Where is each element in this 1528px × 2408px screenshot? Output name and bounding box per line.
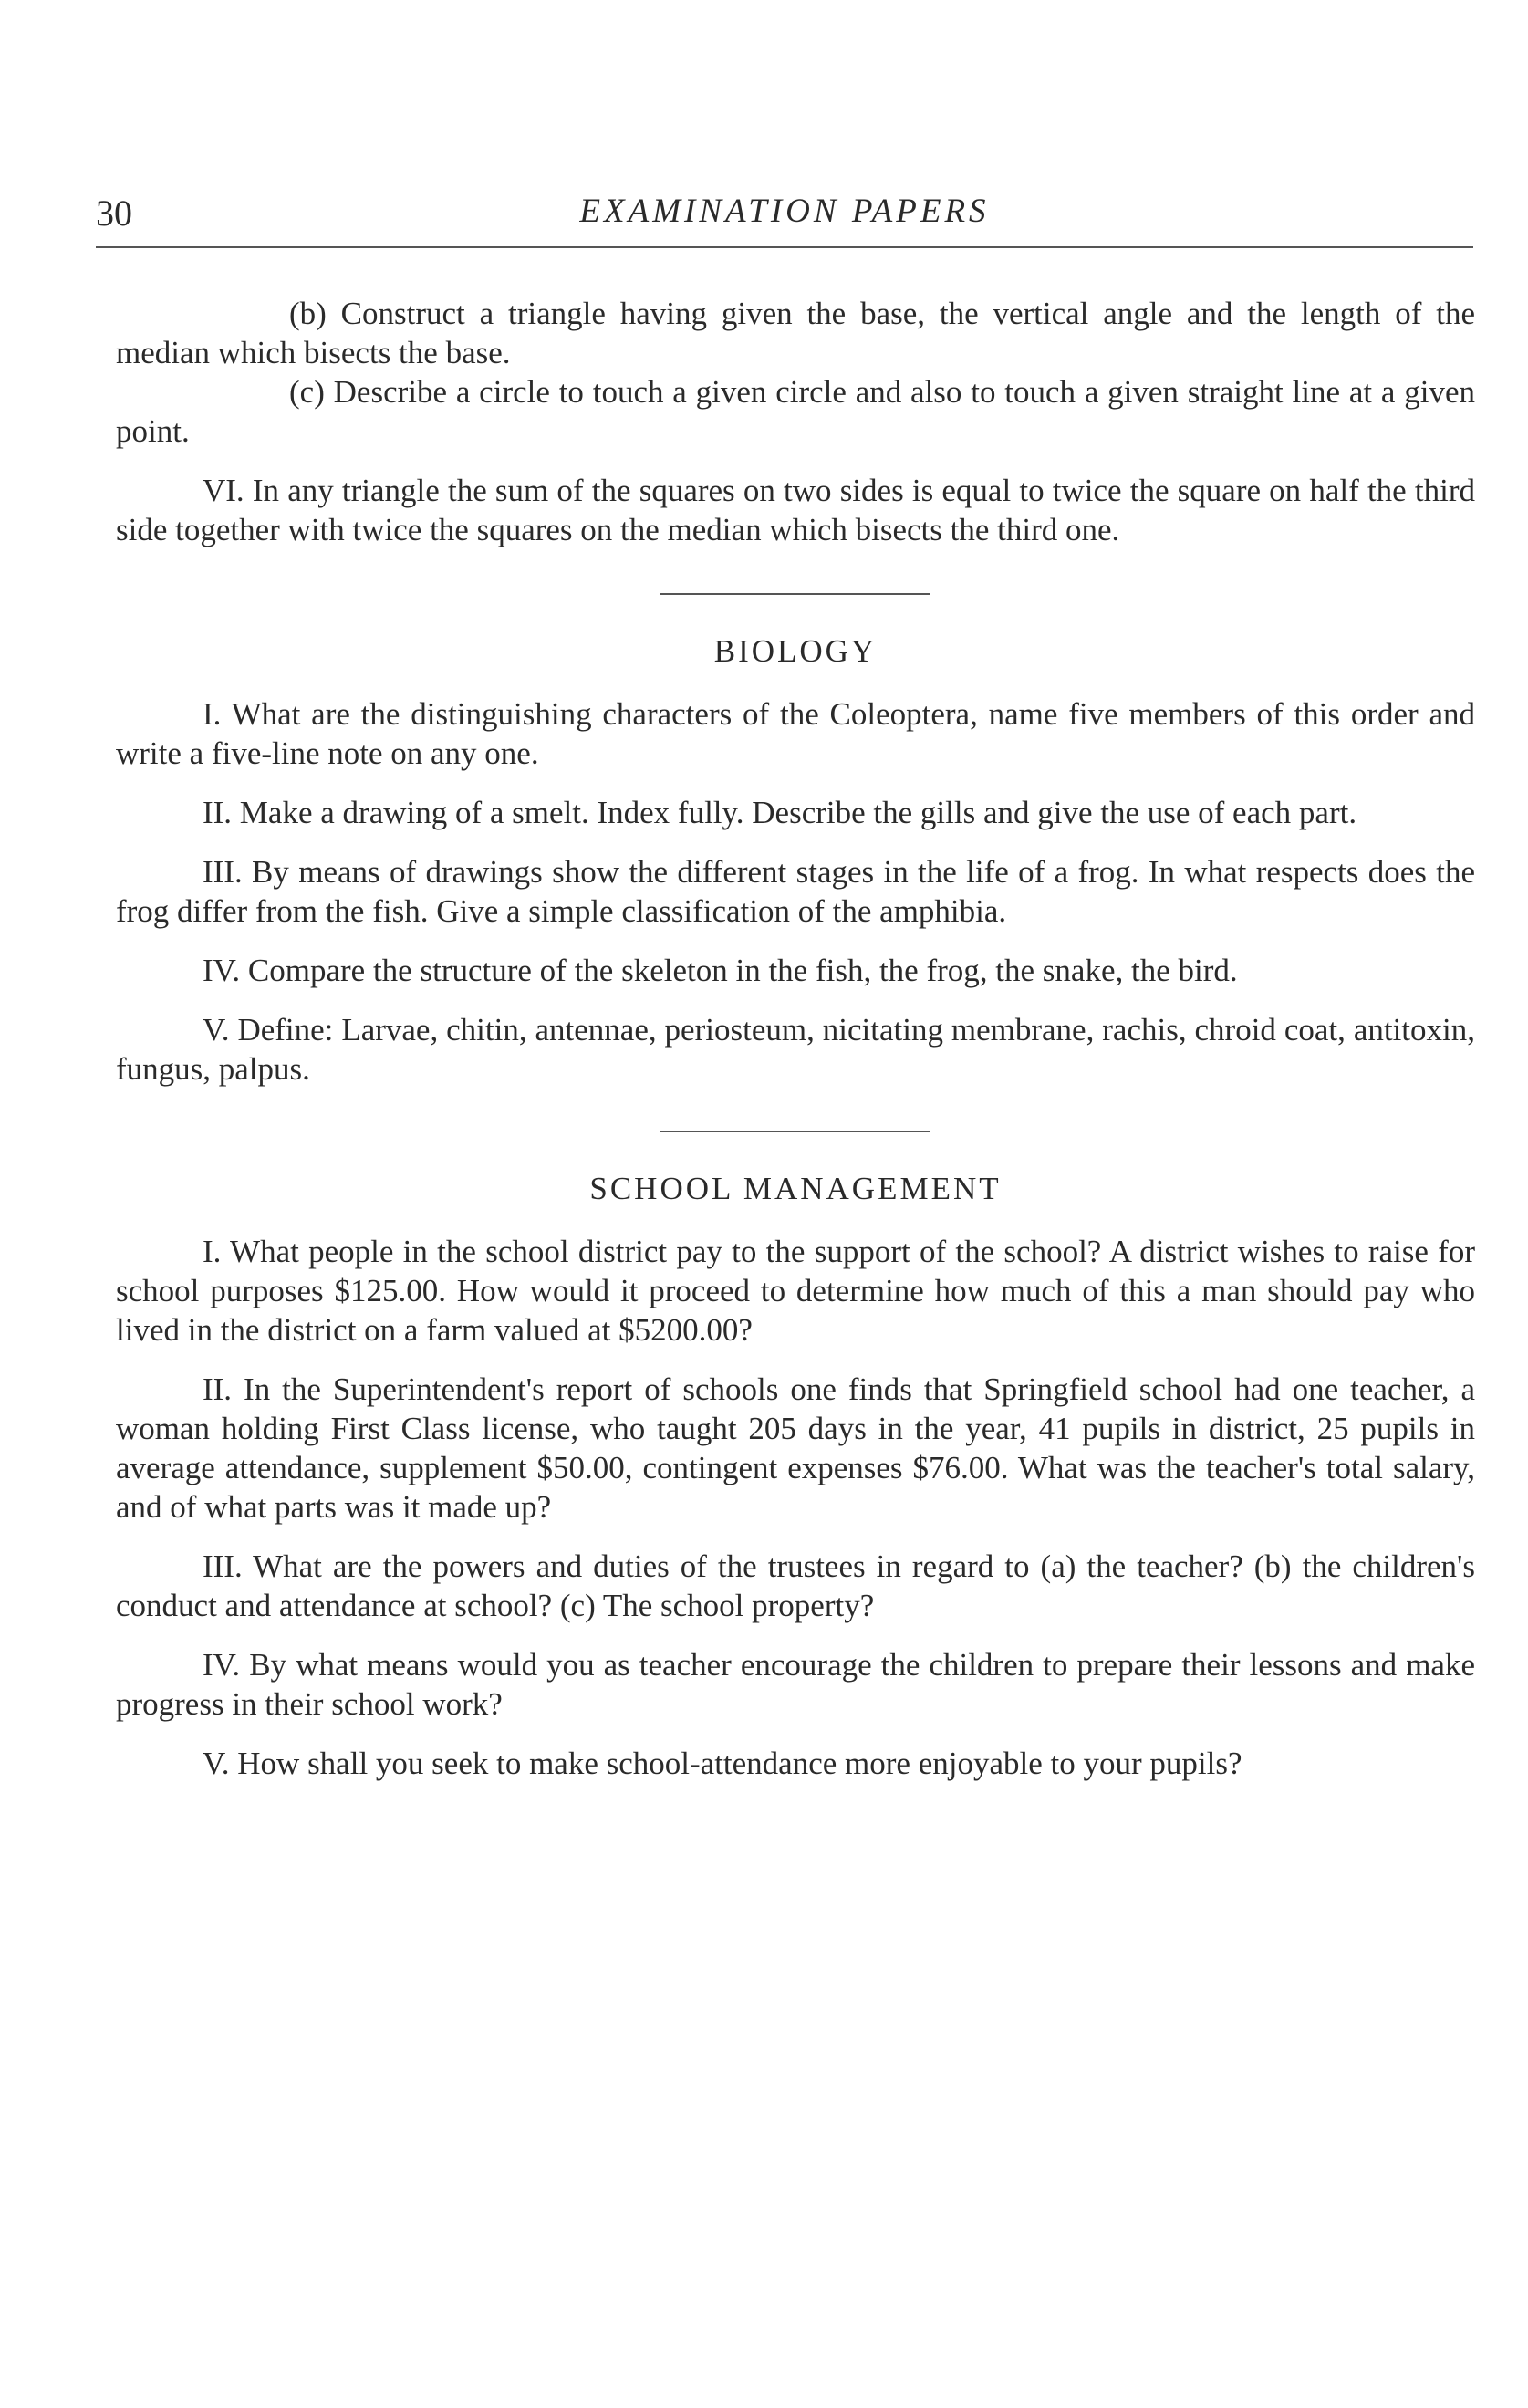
geometry-question-vi: VI. In any triangle the sum of the squares on two sides is equal to twice the square on half the third side together with twice the squares on the median which bisects the third one. xyxy=(116,473,1475,547)
school-management-question-iv: IV. By what means would you as teacher encourage the children to prepare their lessons and make progress in their school work? xyxy=(116,1647,1475,1722)
school-management-question-v: V. How shall you seek to make school-attendance more enjoyable to your pupils? xyxy=(203,1746,1242,1781)
biology-question-i: I. What are the distinguishing characters of the Coleoptera, name five members of this order and write a five-line note on any one. xyxy=(116,696,1475,771)
biology-section xyxy=(116,631,1475,1089)
page-number: 30 xyxy=(96,193,132,234)
school-management-question-iii: III. What are the powers and duties of the trustees in regard to (a) the teacher? (b) the children's conduct and attendance at school? (c) The school property? xyxy=(116,1548,1475,1623)
section-title-school-management: SCHOOL MANAGEMENT xyxy=(589,1171,1002,1206)
running-title: EXAMINATION PAPERS xyxy=(579,193,990,230)
geometry-section xyxy=(116,294,1475,549)
section-title-biology: BIOLOGY xyxy=(713,633,878,669)
section-divider xyxy=(660,593,930,595)
biology-question-ii: II. Make a drawing of a smelt. Index fully. Describe the gills and give the use of each part. xyxy=(203,795,1357,830)
school-management-question-i: I. What people in the school district pay to the support of the school? A district wishes to raise for school purposes $125.00. How would it proceed to determine how much of this a man should pay who lived in the district on a farm valued at $5200.00? xyxy=(116,1234,1475,1348)
biology-question-iii: III. By means of drawings show the different stages in the life of a frog. In what respects does the frog differ from the fish. Give a simple classification of the amphibia. xyxy=(116,854,1475,929)
header-rule xyxy=(96,246,1473,248)
geometry-item-c: (c) Describe a circle to touch a given circle and also to touch a given straight line at a given point. xyxy=(116,374,1475,449)
section-divider xyxy=(660,1131,930,1132)
page-header xyxy=(96,192,1473,246)
biology-question-iv: IV. Compare the structure of the skeleton in the fish, the frog, the snake, the bird. xyxy=(203,953,1238,988)
biology-question-v: V. Define: Larvae, chitin, antennae, periosteum, nicitating membrane, rachis, chroid coat, antitoxin, fungus, palpus. xyxy=(116,1012,1475,1087)
page-body xyxy=(116,294,1475,1803)
school-management-question-ii: II. In the Superintendent's report of schools one finds that Springfield school had one teacher, a woman holding First Class license, who taught 205 days in the year, 41 pupils in district, 25 pupils in average attendance, supplement $50.00, contingent expenses $76.00. What was the teacher's total salary, and of what parts was it made up? xyxy=(116,1371,1475,1525)
geometry-item-b: (b) Construct a triangle having given the base, the vertical angle and the length of the median which bisects the base. xyxy=(116,296,1475,370)
school-management-section xyxy=(116,1169,1475,1783)
